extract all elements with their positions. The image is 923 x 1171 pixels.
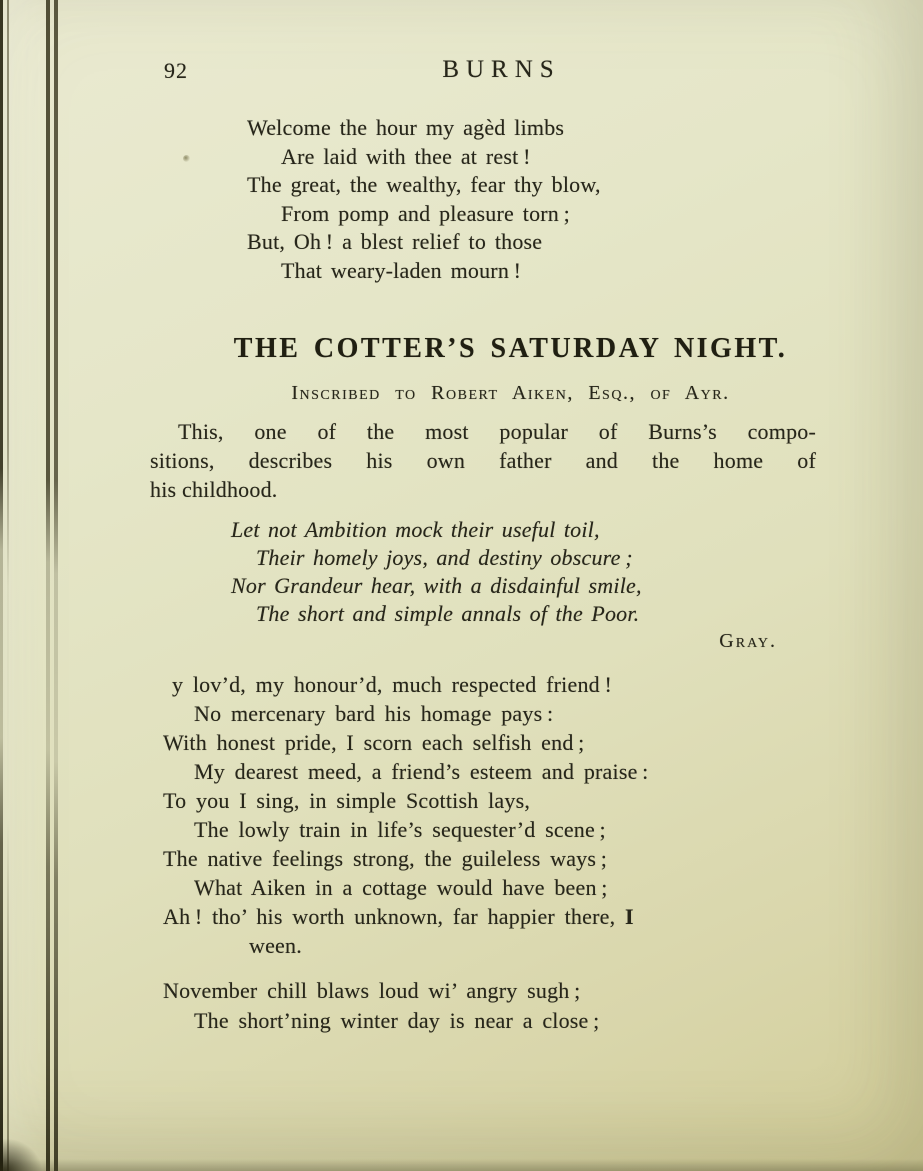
book-gutter bbox=[0, 0, 64, 1171]
verse-line: No mercenary bard his homage pays : bbox=[194, 701, 554, 726]
verse-line-text: Ah ! tho’ his worth unknown, far happier there, bbox=[163, 904, 616, 929]
introduction-line: his childhood. bbox=[150, 477, 278, 502]
verse-line bbox=[163, 902, 923, 931]
epigraph-line: The short and simple annals of the Poor. bbox=[256, 601, 640, 626]
verse-line: But, Oh ! a blest relief to those bbox=[247, 229, 543, 254]
verse-line: The great, the wealthy, fear thy blow, bbox=[247, 172, 601, 197]
epigraph-line: Their homely joys, and destiny obscure ; bbox=[256, 545, 633, 570]
editor-introduction bbox=[150, 417, 816, 504]
epigraph-line: Let not Ambition mock their useful toil, bbox=[231, 517, 600, 542]
poem-title: THE COTTER’S SATURDAY NIGHT. bbox=[233, 333, 788, 364]
emphasized-word: I bbox=[624, 904, 635, 929]
verse-line: y lov’d, my honour’d, much respected friend ! bbox=[172, 672, 612, 697]
verse-line: That weary-laden mourn ! bbox=[281, 257, 522, 283]
running-header: BURNS bbox=[442, 56, 561, 83]
verse-line: The lowly train in life’s sequester’d scene ; bbox=[194, 817, 606, 842]
verse-line: From pomp and pleasure torn ; bbox=[281, 200, 570, 226]
page-edge-line-inner-left bbox=[46, 0, 50, 1171]
verse-line: What Aiken in a cottage would have been ; bbox=[194, 875, 608, 900]
page-edge-strip bbox=[3, 0, 46, 1171]
verse-line: Are laid with thee at rest ! bbox=[281, 143, 531, 169]
poem-stanza-1 bbox=[163, 670, 923, 960]
introduction-line: This, one of the most popular of Burns’s compo- bbox=[178, 419, 816, 444]
verse-line: My dearest meed, a friend’s esteem and praise : bbox=[194, 759, 649, 784]
poem-stanza-2 bbox=[163, 976, 923, 1036]
page-number: 92 bbox=[164, 58, 188, 83]
page-edge-line-thin bbox=[7, 0, 9, 1171]
epigraph-attribution: Gray. bbox=[719, 630, 777, 652]
poem-heading-block bbox=[64, 331, 923, 405]
page-edge-line-outer bbox=[0, 0, 3, 1171]
verse-line: To you I sing, in simple Scottish lays, bbox=[163, 788, 531, 813]
page-content bbox=[64, 0, 923, 1036]
verse-line: With honest pride, I scorn each selfish end ; bbox=[163, 730, 585, 755]
previous-poem-stanza bbox=[247, 114, 923, 285]
page-header bbox=[64, 0, 923, 82]
verse-line: November chill blaws loud wi’ angry sugh ; bbox=[163, 978, 581, 1003]
epigraph-quote bbox=[231, 516, 791, 654]
page-edge-line-inner-right bbox=[54, 0, 58, 1171]
verse-line: Welcome the hour my agèd limbs bbox=[247, 115, 565, 140]
verse-line-runover: ween. bbox=[249, 933, 302, 958]
verse-line: The short’ning winter day is near a close ; bbox=[194, 1008, 600, 1033]
introduction-line: sitions, describes his own father and the home of bbox=[150, 448, 816, 473]
epigraph-line: Nor Grandeur hear, with a disdainful smile, bbox=[231, 573, 642, 598]
verse-line: The native feelings strong, the guileless ways ; bbox=[163, 846, 608, 871]
page-bottom-shadow bbox=[0, 1159, 923, 1171]
poem-dedication: Inscribed to Robert Aiken, Esq., of Ayr. bbox=[291, 382, 730, 404]
